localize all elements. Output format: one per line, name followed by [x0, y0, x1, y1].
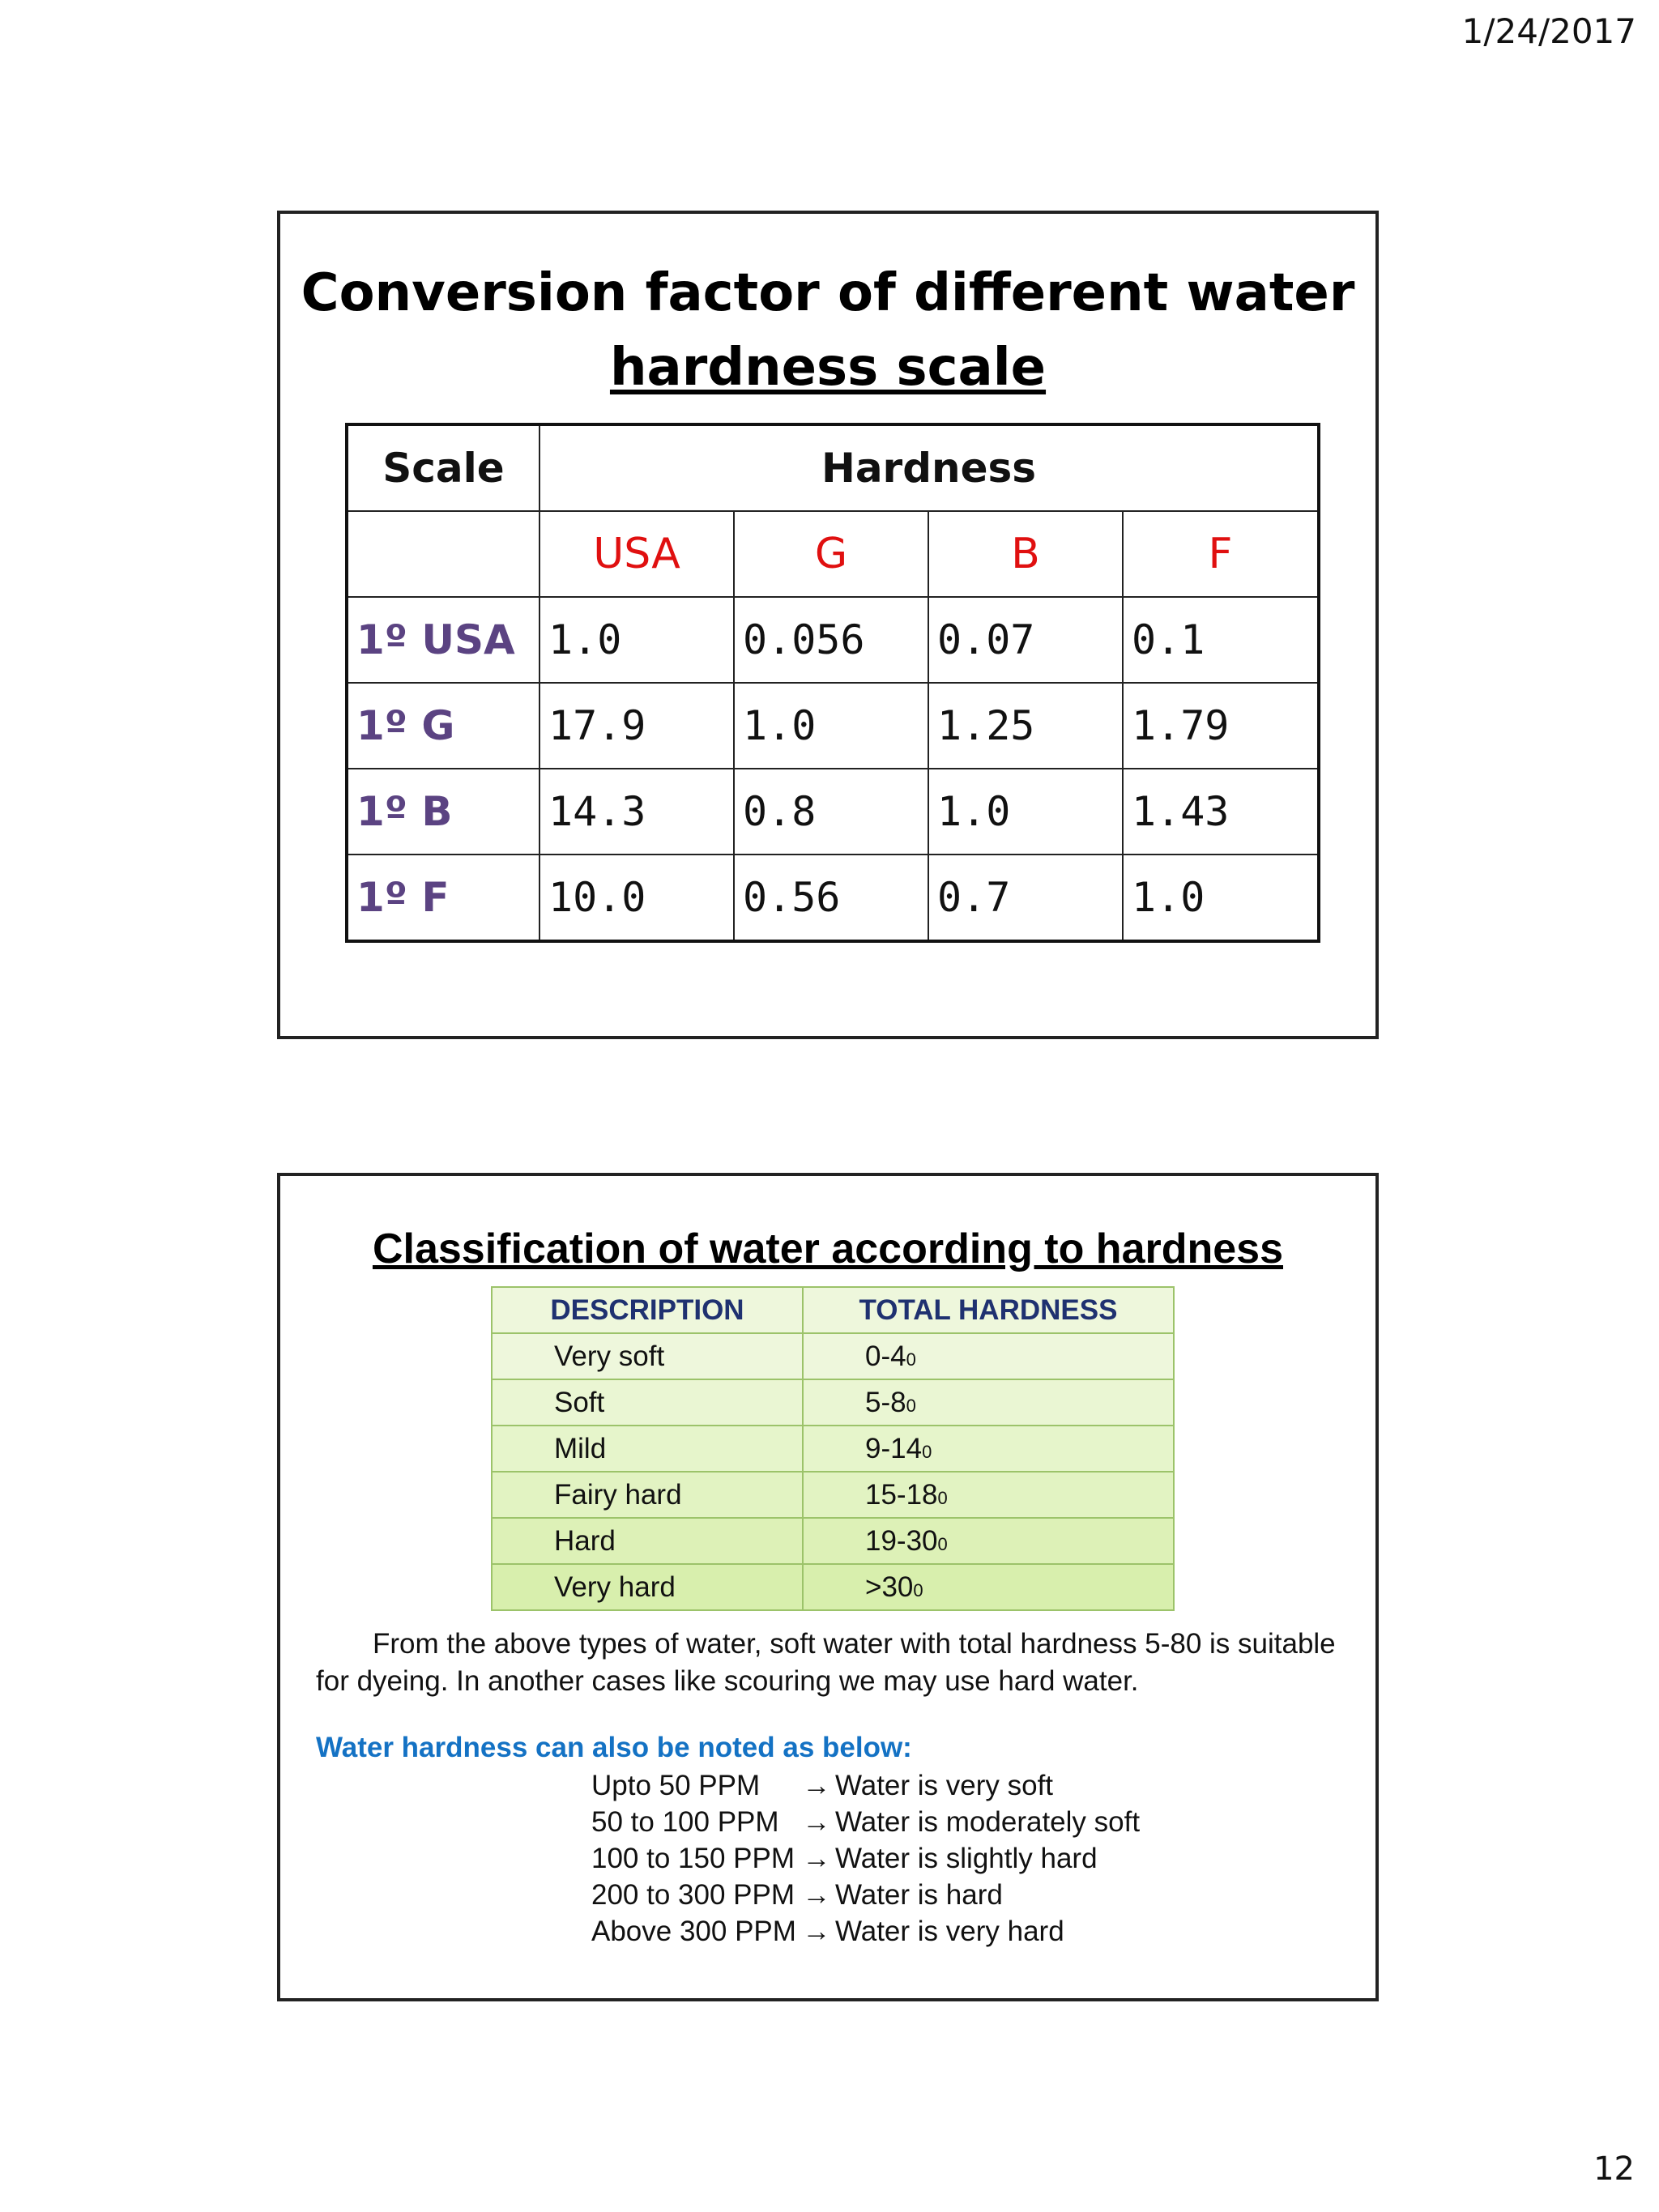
header-description: DESCRIPTION — [492, 1287, 803, 1333]
hardness-value: 19-30 — [865, 1524, 938, 1557]
cell-value: 1.0 — [928, 769, 1123, 855]
list-item — [591, 1767, 1140, 1804]
unit-usa: USA — [539, 511, 734, 597]
table-row — [347, 855, 1319, 941]
table-row — [492, 1564, 1174, 1610]
degree-subscript: 0 — [937, 1487, 948, 1508]
table-header-row — [347, 424, 1319, 511]
title-line-2: hardness scale — [609, 338, 1047, 398]
header-total-hardness: TOTAL HARDNESS — [803, 1287, 1174, 1333]
cell-value: 0.07 — [928, 597, 1123, 683]
cell-value: 17.9 — [539, 683, 734, 769]
ppm-meaning: Water is slightly hard — [835, 1842, 1098, 1874]
conversion-table — [345, 423, 1320, 943]
cell-value: 1.0 — [734, 683, 928, 769]
hardness-cell — [803, 1472, 1174, 1518]
row-label: 1º USA — [347, 597, 539, 683]
slide-classification — [277, 1173, 1379, 2001]
cell-value: 1.25 — [928, 683, 1123, 769]
ppm-range: 50 to 100 PPM — [591, 1805, 779, 1838]
unit-b: B — [928, 511, 1123, 597]
cell-value: 10.0 — [539, 855, 734, 941]
arrow-right-icon: → — [802, 1842, 831, 1874]
list-item — [591, 1840, 1140, 1877]
cell-value: 0.8 — [734, 769, 928, 855]
unit-f: F — [1123, 511, 1319, 597]
cell-value: 1.79 — [1123, 683, 1319, 769]
hardness-cell — [803, 1333, 1174, 1379]
ppm-range: 100 to 150 PPM — [591, 1842, 795, 1874]
table-row — [492, 1379, 1174, 1426]
explanation-paragraph: From the above types of water, soft water with total hardness 5-80 is suitable for dyeing. In another cases like scouring we may use hard water. — [316, 1628, 1336, 1697]
table-row — [492, 1472, 1174, 1518]
hardness-cell — [803, 1564, 1174, 1610]
description-cell: Very hard — [492, 1564, 803, 1610]
cell-value: 0.1 — [1123, 597, 1319, 683]
ppm-range: Upto 50 PPM — [591, 1769, 761, 1801]
list-item — [591, 1804, 1140, 1840]
header-date: 1/24/2017 — [1461, 11, 1636, 51]
unit-g: G — [734, 511, 928, 597]
list-item — [591, 1877, 1140, 1913]
arrow-right-icon: → — [802, 1915, 831, 1947]
slide-conversion-factor — [277, 211, 1379, 1039]
note-heading: Water hardness can also be noted as below: — [316, 1732, 912, 1763]
ppm-meaning: Water is very hard — [835, 1915, 1064, 1947]
header-hardness: Hardness — [539, 424, 1319, 511]
table-row — [347, 597, 1319, 683]
hardness-value: 5-8 — [865, 1386, 906, 1418]
arrow-right-icon: → — [802, 1769, 831, 1801]
cell-value: 0.56 — [734, 855, 928, 941]
title-line-1: Conversion factor of different water — [301, 263, 1355, 323]
arrow-right-icon: → — [802, 1878, 831, 1911]
description-cell: Hard — [492, 1518, 803, 1564]
hardness-value: 15-18 — [865, 1478, 938, 1511]
table-header-row — [492, 1287, 1174, 1333]
ppm-range: 200 to 300 PPM — [591, 1878, 795, 1911]
description-cell: Mild — [492, 1426, 803, 1472]
slide-title: Classification of water according to hardness — [372, 1225, 1284, 1272]
hardness-cell — [803, 1518, 1174, 1564]
hardness-cell — [803, 1379, 1174, 1426]
cell-value: 1.0 — [1123, 855, 1319, 941]
row-label: 1º G — [347, 683, 539, 769]
hardness-cell — [803, 1426, 1174, 1472]
degree-subscript: 0 — [913, 1579, 923, 1600]
table-row — [492, 1333, 1174, 1379]
ppm-list — [591, 1767, 1140, 1950]
cell-value: 0.056 — [734, 597, 928, 683]
slide-title — [280, 256, 1375, 405]
degree-subscript: 0 — [906, 1349, 916, 1370]
description-cell: Fairy hard — [492, 1472, 803, 1518]
units-row — [347, 511, 1319, 597]
ppm-meaning: Water is moderately soft — [835, 1805, 1141, 1838]
classification-table — [491, 1286, 1175, 1611]
table-row — [347, 769, 1319, 855]
table-row — [492, 1426, 1174, 1472]
cell-value: 1.43 — [1123, 769, 1319, 855]
ppm-range: Above 300 PPM — [591, 1915, 796, 1947]
cell-value: 0.7 — [928, 855, 1123, 941]
degree-subscript: 0 — [906, 1395, 916, 1416]
list-item — [591, 1913, 1140, 1950]
hardness-value: 9-14 — [865, 1432, 923, 1464]
header-scale: Scale — [347, 424, 539, 511]
row-label: 1º F — [347, 855, 539, 941]
ppm-meaning: Water is very soft — [835, 1769, 1054, 1801]
description-cell: Very soft — [492, 1333, 803, 1379]
empty-cell — [347, 511, 539, 597]
ppm-meaning: Water is hard — [835, 1878, 1003, 1911]
cell-value: 1.0 — [539, 597, 734, 683]
table-row — [492, 1518, 1174, 1564]
arrow-right-icon: → — [802, 1805, 831, 1838]
description-cell: Soft — [492, 1379, 803, 1426]
degree-subscript: 0 — [922, 1441, 932, 1462]
page-number: 12 — [1593, 2150, 1635, 2188]
table-row — [347, 683, 1319, 769]
row-label: 1º B — [347, 769, 539, 855]
degree-subscript: 0 — [937, 1533, 948, 1554]
hardness-value: 0-4 — [865, 1340, 906, 1372]
hardness-value: >30 — [865, 1571, 914, 1603]
cell-value: 14.3 — [539, 769, 734, 855]
